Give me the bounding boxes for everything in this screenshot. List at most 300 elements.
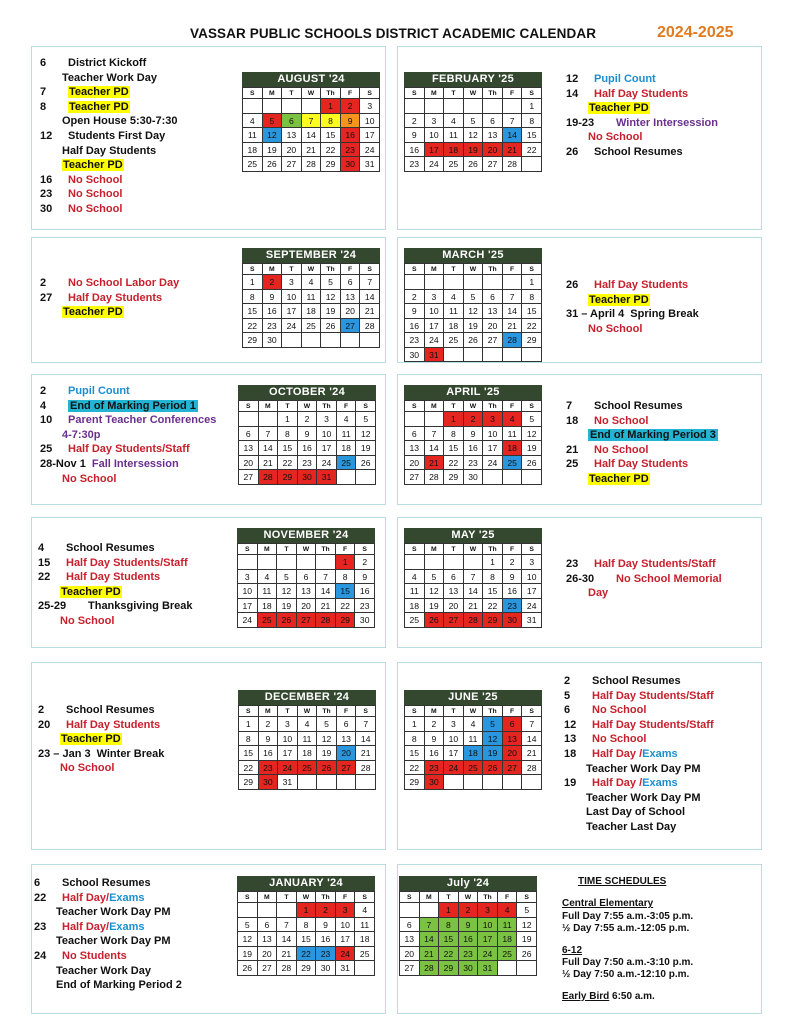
empty-cell xyxy=(356,470,376,485)
day-cell: 15 xyxy=(522,304,542,319)
weekday-header: S xyxy=(522,706,542,717)
day-cell: 15 xyxy=(405,746,425,761)
day-cell: 27 xyxy=(405,470,425,485)
event-text-exams: Exams xyxy=(642,747,678,760)
event-row xyxy=(566,307,699,322)
event-text: 4-7:30p xyxy=(62,428,101,441)
day-cell: 17 xyxy=(282,304,302,319)
event-date: 5 xyxy=(564,689,571,702)
empty-cell xyxy=(425,99,445,114)
day-cell: 23 xyxy=(405,157,425,172)
weekday-header: F xyxy=(503,88,523,99)
day-cell: 25 xyxy=(498,947,518,962)
event-row xyxy=(40,457,216,472)
day-cell: 25 xyxy=(503,456,523,471)
day-cell: 30 xyxy=(355,613,375,628)
day-cell: 23 xyxy=(503,599,523,614)
weekday-header: M xyxy=(425,544,445,555)
empty-cell xyxy=(444,275,464,290)
event-text: Last Day of School xyxy=(586,806,686,819)
day-cell: 28 xyxy=(420,961,440,976)
event-row xyxy=(566,130,718,145)
day-cell: 17 xyxy=(425,319,445,334)
event-date: 27 xyxy=(40,291,53,304)
calendar-apr xyxy=(404,385,542,485)
day-cell: 11 xyxy=(355,918,375,933)
day-cell: 9 xyxy=(316,918,336,933)
calendar-dec xyxy=(238,690,376,790)
event-row xyxy=(38,614,193,629)
event-text: No School xyxy=(68,202,123,215)
event-text: Half Day Students xyxy=(594,458,689,471)
event-text: School Resumes xyxy=(594,145,683,158)
event-date: 23 xyxy=(34,920,47,933)
day-cell: 23 xyxy=(425,761,445,776)
month-grid xyxy=(404,400,542,485)
day-cell: 22 xyxy=(321,143,341,158)
event-date xyxy=(40,428,62,443)
day-cell: 4 xyxy=(258,570,278,585)
day-cell: 15 xyxy=(321,128,341,143)
day-cell: 27 xyxy=(297,613,317,628)
day-cell: 20 xyxy=(503,746,523,761)
month-grid xyxy=(404,87,542,172)
day-cell: 5 xyxy=(425,570,445,585)
day-cell: 21 xyxy=(277,947,297,962)
event-row xyxy=(40,56,178,71)
event-text: Teacher Work Day xyxy=(62,71,157,84)
event-row xyxy=(40,114,178,129)
event-row xyxy=(38,599,193,614)
event-date xyxy=(38,614,60,629)
day-cell: 20 xyxy=(444,599,464,614)
event-row xyxy=(40,291,179,306)
event-text: Thanksgiving Break xyxy=(88,600,193,613)
event-date: 25 xyxy=(40,443,53,456)
day-cell: 7 xyxy=(503,114,523,129)
event-row xyxy=(40,100,178,115)
day-cell: 6 xyxy=(405,427,425,442)
event-date xyxy=(566,428,588,443)
event-row xyxy=(38,761,164,776)
day-cell: 12 xyxy=(356,427,376,442)
day-cell: 19 xyxy=(277,599,297,614)
event-text: No School xyxy=(592,704,647,717)
event-date: 16 xyxy=(40,173,53,186)
weekday-header: S xyxy=(239,706,259,717)
event-row xyxy=(566,399,718,414)
calendar-sep xyxy=(242,248,380,348)
empty-cell xyxy=(360,333,380,348)
day-cell: 19 xyxy=(317,746,337,761)
day-cell: 3 xyxy=(444,717,464,732)
empty-cell xyxy=(258,903,278,918)
event-row xyxy=(38,732,164,747)
event-text-exams: Exams xyxy=(642,777,678,790)
event-text: No School xyxy=(594,443,649,456)
day-cell: 13 xyxy=(503,732,523,747)
day-cell: 26 xyxy=(522,456,542,471)
events-nov xyxy=(38,541,193,629)
event-text-exams: Exams xyxy=(109,920,145,933)
day-cell: 1 xyxy=(483,555,503,570)
day-cell: 7 xyxy=(302,114,322,129)
day-cell: 16 xyxy=(263,304,283,319)
day-cell: 31 xyxy=(360,157,380,172)
weekday-header: W xyxy=(298,706,318,717)
weekday-header: M xyxy=(263,264,283,275)
empty-cell xyxy=(522,348,542,363)
event-date: 28-Nov 1 xyxy=(40,457,86,470)
weekday-header: S xyxy=(405,706,425,717)
day-cell: 19 xyxy=(321,304,341,319)
day-cell: 16 xyxy=(316,932,336,947)
day-cell: 6 xyxy=(297,570,317,585)
event-text: Half Day /Exams xyxy=(592,777,678,790)
event-text: No School xyxy=(62,472,117,485)
day-cell: 10 xyxy=(282,290,302,305)
day-cell: 1 xyxy=(439,903,459,918)
weekday-header: F xyxy=(503,544,523,555)
day-cell: 5 xyxy=(464,290,484,305)
day-cell: 17 xyxy=(336,932,356,947)
empty-cell xyxy=(356,775,376,790)
event-text: Half Day/Exams xyxy=(62,920,145,933)
day-cell: 23 xyxy=(259,761,279,776)
event-row xyxy=(40,173,178,188)
day-cell: 22 xyxy=(297,947,317,962)
day-cell: 9 xyxy=(425,732,445,747)
event-date: 18 xyxy=(564,747,577,760)
day-cell: 4 xyxy=(337,412,357,427)
day-cell: 22 xyxy=(439,947,459,962)
month-name: JANUARY '24 xyxy=(237,876,375,891)
day-cell: 23 xyxy=(316,947,336,962)
event-text: No School xyxy=(60,762,115,775)
event-row xyxy=(566,72,718,87)
weekday-header: M xyxy=(425,264,445,275)
day-cell: 28 xyxy=(316,613,336,628)
day-cell: 22 xyxy=(522,143,542,158)
weekday-header: S xyxy=(405,544,425,555)
day-cell: 2 xyxy=(503,555,523,570)
day-cell: 28 xyxy=(259,470,279,485)
weekday-header: T xyxy=(277,544,297,555)
month-name: FEBRUARY '25 xyxy=(404,72,542,87)
day-cell: 2 xyxy=(405,290,425,305)
day-cell: 11 xyxy=(405,584,425,599)
day-cell: 21 xyxy=(425,456,445,471)
weekday-header: S xyxy=(522,401,542,412)
day-cell: 24 xyxy=(483,456,503,471)
empty-cell xyxy=(483,99,503,114)
day-cell: 27 xyxy=(282,157,302,172)
events-jan xyxy=(34,876,182,993)
day-cell: 16 xyxy=(459,932,479,947)
event-date: 30 xyxy=(40,202,53,215)
calendar-feb xyxy=(404,72,542,172)
day-cell: 8 xyxy=(522,290,542,305)
event-text: Half Day Students/Staff xyxy=(68,443,190,456)
day-cell: 2 xyxy=(298,412,318,427)
empty-cell xyxy=(400,903,420,918)
event-text: School Resumes xyxy=(594,400,683,412)
day-cell: 25 xyxy=(355,947,375,962)
month-name: DECEMBER '24 xyxy=(238,690,376,705)
day-cell: 12 xyxy=(464,304,484,319)
event-text: No School xyxy=(68,173,123,186)
day-cell: 2 xyxy=(263,275,283,290)
day-cell: 29 xyxy=(239,775,259,790)
day-cell: 1 xyxy=(336,555,356,570)
event-date xyxy=(40,158,62,173)
event-date: 25 xyxy=(566,458,579,471)
day-cell: 28 xyxy=(356,761,376,776)
day-cell: 14 xyxy=(425,441,445,456)
event-row xyxy=(564,689,714,704)
event-row xyxy=(564,762,714,777)
weekday-header: W xyxy=(464,706,484,717)
event-date xyxy=(566,472,588,487)
day-cell: 26 xyxy=(277,613,297,628)
day-cell: 4 xyxy=(498,903,518,918)
event-date: 12 xyxy=(40,129,53,142)
event-date: 22 xyxy=(38,571,51,584)
events-dec xyxy=(38,703,164,776)
day-cell: 26 xyxy=(356,456,376,471)
event-row xyxy=(34,949,182,964)
event-row xyxy=(564,747,714,762)
event-text: Half Day /Exams xyxy=(592,747,678,760)
weekday-header: W xyxy=(298,401,318,412)
day-cell: 31 xyxy=(425,348,445,363)
event-text: Teacher Work Day PM xyxy=(586,791,701,804)
early-bird-time: 6:50 a.m. xyxy=(612,990,655,1002)
day-cell: 12 xyxy=(464,128,484,143)
event-date: 12 xyxy=(566,73,579,85)
calendar-aug xyxy=(242,72,380,172)
event-date: 8 xyxy=(40,100,47,113)
weekday-header: T xyxy=(444,88,464,99)
weekday-header: M xyxy=(258,544,278,555)
day-cell: 24 xyxy=(336,947,356,962)
day-cell: 15 xyxy=(444,441,464,456)
event-row xyxy=(34,934,182,949)
event-text: Teacher Work Day PM xyxy=(56,906,171,919)
day-cell: 29 xyxy=(483,613,503,628)
day-cell: 27 xyxy=(400,961,420,976)
day-cell: 18 xyxy=(298,746,318,761)
weekday-header: F xyxy=(337,706,357,717)
event-row xyxy=(40,144,178,159)
event-text: Teacher PD xyxy=(589,102,649,115)
event-text: Half Day/Exams xyxy=(62,891,145,904)
event-date: 23 xyxy=(566,558,579,570)
day-cell: 3 xyxy=(278,717,298,732)
weekday-header: M xyxy=(425,401,445,412)
event-date xyxy=(34,978,56,993)
day-cell: 21 xyxy=(302,143,322,158)
day-cell: 8 xyxy=(439,918,459,933)
event-text: Students First Day xyxy=(68,129,166,142)
empty-cell xyxy=(316,555,336,570)
day-cell: 7 xyxy=(522,717,542,732)
time-schedules xyxy=(562,876,693,1003)
day-cell: 26 xyxy=(464,333,484,348)
event-row xyxy=(40,158,178,173)
event-row xyxy=(566,101,718,116)
day-cell: 28 xyxy=(360,319,380,334)
day-cell: 6 xyxy=(483,290,503,305)
weekday-header: T xyxy=(282,264,302,275)
month-name: AUGUST '24 xyxy=(242,72,380,87)
event-date: 2 xyxy=(38,704,45,716)
event-text: Half Day Students xyxy=(68,291,163,304)
event-date: 25-29 xyxy=(38,600,67,613)
event-date: 19-23 xyxy=(566,116,595,129)
event-row xyxy=(40,399,216,414)
empty-cell xyxy=(420,903,440,918)
weekday-header: T xyxy=(277,892,297,903)
month-grid xyxy=(237,543,375,628)
event-date xyxy=(38,732,60,747)
event-row xyxy=(34,920,182,935)
empty-cell xyxy=(522,470,542,485)
weekday-header: T xyxy=(444,544,464,555)
day-cell: 2 xyxy=(259,717,279,732)
day-cell: 12 xyxy=(517,918,537,933)
month-grid xyxy=(238,705,376,790)
weekday-header: T xyxy=(278,401,298,412)
day-cell: 25 xyxy=(258,613,278,628)
day-cell: 7 xyxy=(277,918,297,933)
day-cell: 17 xyxy=(238,599,258,614)
event-row xyxy=(564,732,714,747)
day-cell: 22 xyxy=(239,761,259,776)
day-cell: 12 xyxy=(263,128,283,143)
empty-cell xyxy=(464,275,484,290)
day-cell: 4 xyxy=(444,114,464,129)
weekday-header: F xyxy=(503,401,523,412)
month-grid xyxy=(404,705,542,790)
day-cell: 24 xyxy=(425,333,445,348)
empty-cell xyxy=(239,412,259,427)
day-cell: 18 xyxy=(355,932,375,947)
day-cell: 26 xyxy=(321,319,341,334)
day-cell: 20 xyxy=(282,143,302,158)
day-cell: 13 xyxy=(282,128,302,143)
event-row xyxy=(566,557,722,572)
day-cell: 6 xyxy=(282,114,302,129)
empty-cell xyxy=(483,775,503,790)
day-cell: 5 xyxy=(277,570,297,585)
event-date xyxy=(566,322,588,337)
event-text: Teacher PD xyxy=(61,585,121,598)
day-cell: 20 xyxy=(483,143,503,158)
day-cell: 2 xyxy=(341,99,361,114)
empty-cell xyxy=(483,348,503,363)
event-text: No School Labor Day xyxy=(68,277,180,289)
elem-heading: Central Elementary xyxy=(562,898,654,910)
day-cell: 1 xyxy=(405,717,425,732)
day-cell: 26 xyxy=(263,157,283,172)
day-cell: 15 xyxy=(239,746,259,761)
day-cell: 11 xyxy=(258,584,278,599)
day-cell: 23 xyxy=(355,599,375,614)
event-date xyxy=(34,964,56,979)
empty-cell xyxy=(503,275,523,290)
event-text: Teacher PD xyxy=(63,306,123,319)
day-cell: 12 xyxy=(238,932,258,947)
day-cell: 28 xyxy=(503,333,523,348)
event-text: Half Day Students/Staff xyxy=(66,556,188,569)
weekday-header: S xyxy=(522,544,542,555)
weekday-header: W xyxy=(464,544,484,555)
day-cell: 24 xyxy=(278,761,298,776)
event-row xyxy=(38,585,193,600)
day-cell: 30 xyxy=(503,613,523,628)
day-cell: 18 xyxy=(302,304,322,319)
weekday-header: M xyxy=(259,706,279,717)
day-cell: 6 xyxy=(258,918,278,933)
weekday-header: S xyxy=(400,892,420,903)
event-text: Teacher Last Day xyxy=(586,820,677,833)
day-cell: 11 xyxy=(243,128,263,143)
weekday-header: W xyxy=(297,544,317,555)
day-cell: 31 xyxy=(336,961,356,976)
empty-cell xyxy=(464,99,484,114)
event-date xyxy=(40,71,62,86)
day-cell: 1 xyxy=(522,99,542,114)
day-cell: 25 xyxy=(298,761,318,776)
month-grid xyxy=(404,543,542,628)
day-cell: 21 xyxy=(360,304,380,319)
empty-cell xyxy=(405,555,425,570)
event-row xyxy=(34,964,182,979)
event-date: 4 xyxy=(38,542,45,554)
month-name: NOVEMBER '24 xyxy=(237,528,375,543)
day-cell: 19 xyxy=(356,441,376,456)
day-cell: 3 xyxy=(317,412,337,427)
event-row xyxy=(34,891,182,906)
event-text: Teacher PD xyxy=(69,86,129,99)
weekday-header: Th xyxy=(321,88,341,99)
weekday-header: Th xyxy=(478,892,498,903)
day-cell: 13 xyxy=(239,441,259,456)
day-cell: 1 xyxy=(278,412,298,427)
day-cell: 28 xyxy=(522,761,542,776)
day-cell: 29 xyxy=(444,470,464,485)
weekday-header: F xyxy=(336,892,356,903)
weekday-header: W xyxy=(464,264,484,275)
weekday-header: S xyxy=(238,892,258,903)
day-cell: 14 xyxy=(302,128,322,143)
day-cell: 27 xyxy=(503,761,523,776)
day-cell: 3 xyxy=(360,99,380,114)
day-cell: 29 xyxy=(243,333,263,348)
day-cell: 8 xyxy=(321,114,341,129)
day-cell: 27 xyxy=(483,333,503,348)
event-text: Pupil Count xyxy=(594,73,656,85)
event-text: Day xyxy=(588,587,609,600)
weekday-header: W xyxy=(464,88,484,99)
day-cell: 12 xyxy=(321,290,341,305)
day-cell: 24 xyxy=(425,157,445,172)
event-row xyxy=(566,87,718,102)
event-date: 10 xyxy=(40,414,53,427)
weekday-header: M xyxy=(259,401,279,412)
empty-cell xyxy=(238,903,258,918)
